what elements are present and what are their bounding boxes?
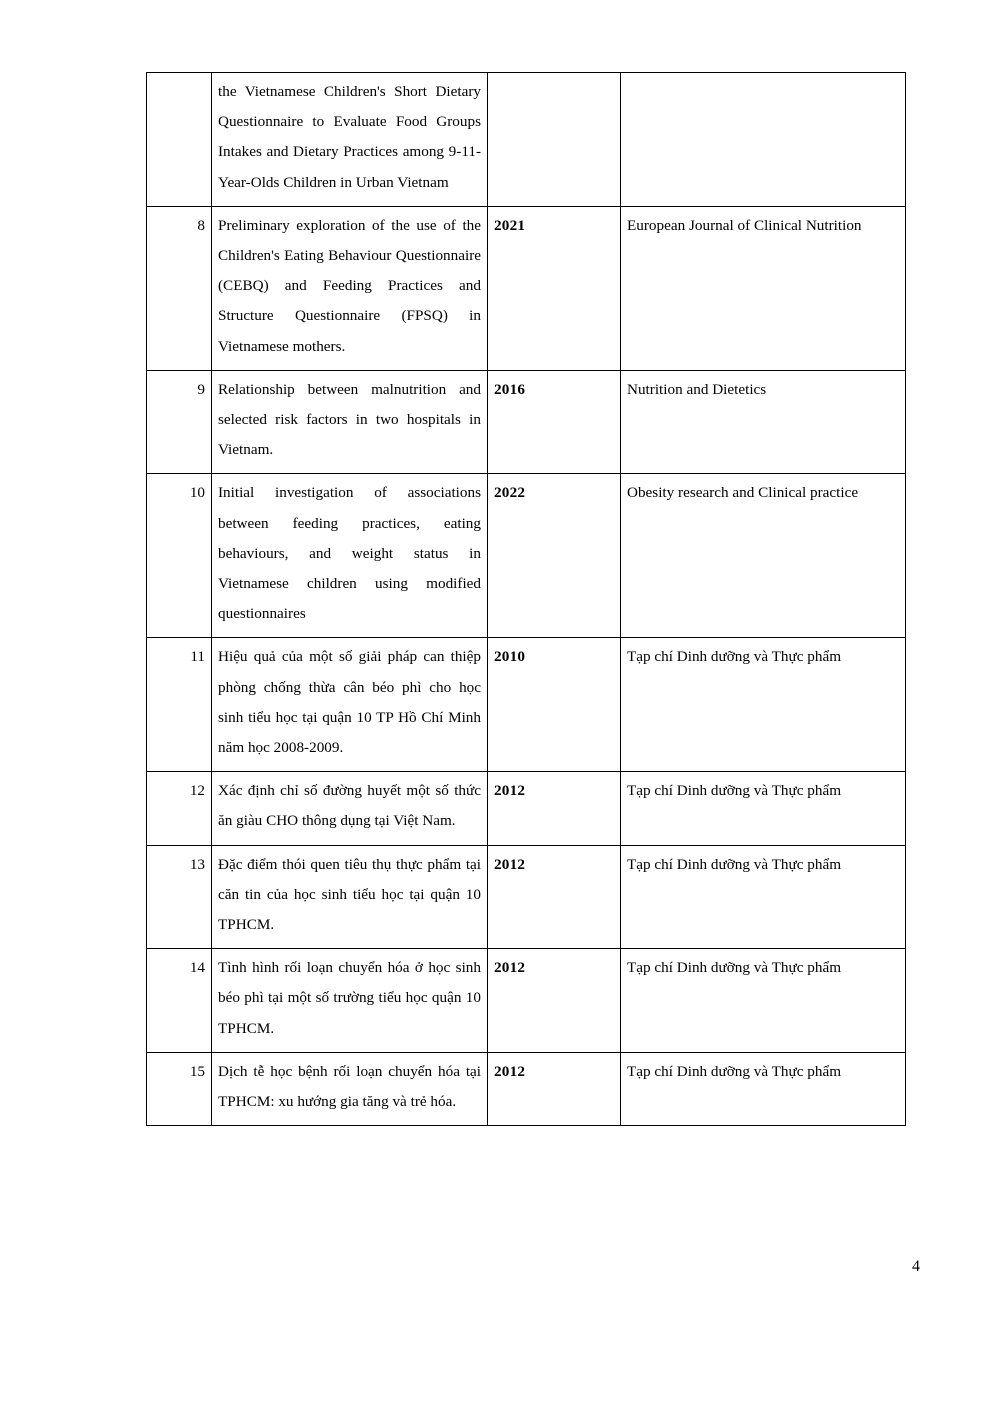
- cell-title: Tình hình rối loạn chuyển hóa ở học sinh béo phì tại một số trường tiểu học quận 10 TPHCM.: [212, 949, 488, 1053]
- table-row: [147, 845, 906, 949]
- cell-year: 2021: [488, 206, 621, 370]
- cell-year: 2012: [488, 845, 621, 949]
- cell-index: 13: [147, 845, 212, 949]
- cell-journal: European Journal of Clinical Nutrition: [621, 206, 906, 370]
- cell-year: 2010: [488, 638, 621, 772]
- cell-journal: Tạp chí Dinh dưỡng và Thực phẩm: [621, 1052, 906, 1125]
- table-row: [147, 73, 906, 207]
- cell-index: 9: [147, 370, 212, 474]
- cell-index: 14: [147, 949, 212, 1053]
- cell-year: [488, 73, 621, 207]
- cell-title: Đặc điểm thói quen tiêu thụ thực phẩm tại căn tin của học sinh tiểu học tại quận 10 TPHCM.: [212, 845, 488, 949]
- cell-index: 15: [147, 1052, 212, 1125]
- cell-index: 12: [147, 772, 212, 845]
- table-row: [147, 474, 906, 638]
- cell-title: Relationship between malnutrition and selected risk factors in two hospitals in Vietnam.: [212, 370, 488, 474]
- cell-year: 2012: [488, 772, 621, 845]
- cell-index: [147, 73, 212, 207]
- cell-journal: Tạp chí Dinh dưỡng và Thực phẩm: [621, 949, 906, 1053]
- cell-journal: Tạp chí Dinh dưỡng và Thực phẩm: [621, 772, 906, 845]
- cell-year: 2012: [488, 949, 621, 1053]
- table-row: [147, 370, 906, 474]
- cell-year: 2012: [488, 1052, 621, 1125]
- table-body: [147, 73, 906, 1126]
- table-row: [147, 206, 906, 370]
- cell-journal: Nutrition and Dietetics: [621, 370, 906, 474]
- table-row: [147, 1052, 906, 1125]
- cell-journal: Tạp chí Dinh dưỡng và Thực phẩm: [621, 638, 906, 772]
- page-number: 4: [912, 1258, 920, 1275]
- cell-journal: [621, 73, 906, 207]
- cell-title: the Vietnamese Children's Short Dietary Questionnaire to Evaluate Food Groups Intakes and Dietary Practices among 9-11-Year-Olds Children in Urban Vietnam: [212, 73, 488, 207]
- cell-title: Hiệu quả của một số giải pháp can thiệp phòng chống thừa cân béo phì cho học sinh tiểu học tại quận 10 TP Hồ Chí Minh năm học 2008-2009.: [212, 638, 488, 772]
- cell-title: Dịch tễ học bệnh rối loạn chuyển hóa tại TPHCM: xu hướng gia tăng và trẻ hóa.: [212, 1052, 488, 1125]
- cell-year: 2016: [488, 370, 621, 474]
- cell-journal: Obesity research and Clinical practice: [621, 474, 906, 638]
- table-row: [147, 949, 906, 1053]
- cell-title: Xác định chỉ số đường huyết một số thức ăn giàu CHO thông dụng tại Việt Nam.: [212, 772, 488, 845]
- cell-year: 2022: [488, 474, 621, 638]
- cell-index: 10: [147, 474, 212, 638]
- cell-index: 8: [147, 206, 212, 370]
- publication-list-table: [146, 72, 906, 1126]
- table-row: [147, 638, 906, 772]
- cell-title: Initial investigation of associations between feeding practices, eating behaviours, and weight status in Vietnamese children using modified questionnaires: [212, 474, 488, 638]
- cell-journal: Tạp chí Dinh dưỡng và Thực phẩm: [621, 845, 906, 949]
- table-row: [147, 772, 906, 845]
- cell-index: 11: [147, 638, 212, 772]
- cell-title: Preliminary exploration of the use of the Children's Eating Behaviour Questionnaire (CEBQ) and Feeding Practices and Structure Questionnaire (FPSQ) in Vietnamese mothers.: [212, 206, 488, 370]
